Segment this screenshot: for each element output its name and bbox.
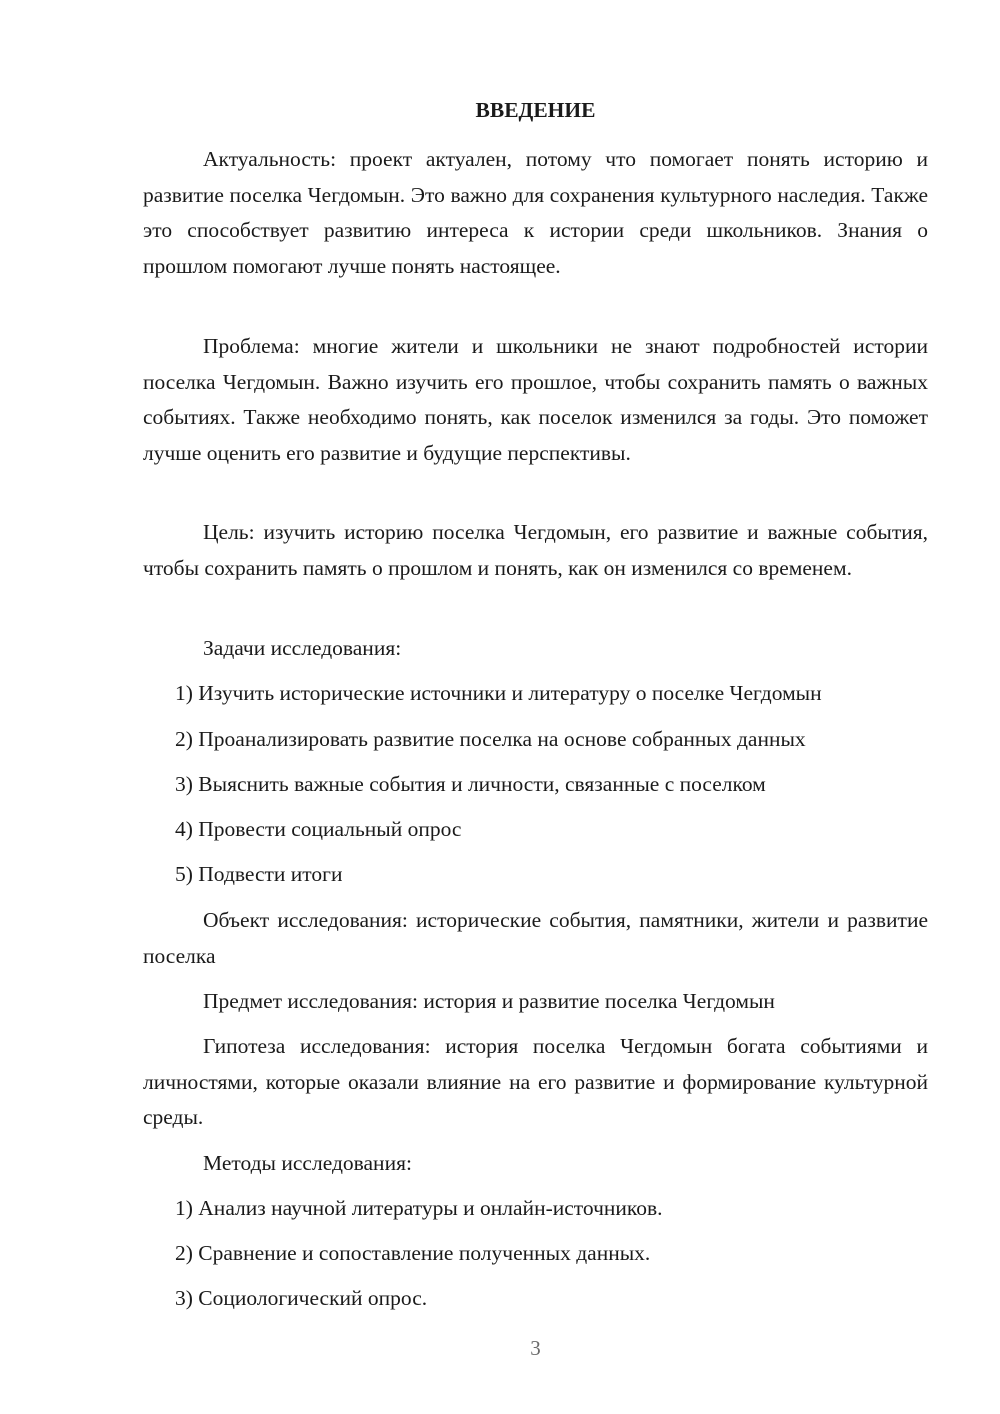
task-item: 3) Выяснить важные события и личности, связанные с поселком [175,772,766,796]
paragraph-hypothesis: Гипотеза исследования: история поселка Чегдомын богата событиями и личностями, которые оказали влияние на его развитие и формирование культурной среды. [143,1034,928,1129]
paragraph-subject: Предмет исследования: история и развитие поселка Чегдомын [203,989,775,1013]
page-number: 3 [530,1336,541,1360]
method-item: 2) Сравнение и сопоставление полученных данных. [175,1241,651,1265]
tasks-heading: Задачи исследования: [203,636,402,660]
method-item: 3) Социологический опрос. [175,1286,428,1310]
document-page [143,0,928,1414]
paragraph-problem: Проблема: многие жители и школьники не знают подробностей истории поселка Чегдомын. Важно изучить его прошлое, чтобы сохранить память о важных событиях. Также необходимо понять, как поселок изменился за годы. Это поможет лучше оценить его развитие и будущие перспективы. [143,334,928,465]
paragraph-goal: Цель: изучить историю поселка Чегдомын, его развитие и важные события, чтобы сохранить память о прошлом и понять, как он изменился со временем. [143,520,928,580]
method-item: 1) Анализ научной литературы и онлайн-источников. [175,1196,663,1220]
paragraph-relevance: Актуальность: проект актуален, потому что помогает понять историю и развитие поселка Чегдомын. Это важно для сохранения культурного наследия. Также это способствует развитию интереса к истории среди школьников. Знания о прошлом помогают лучше понять настоящее. [143,147,928,278]
task-item: 4) Провести социальный опрос [175,817,462,841]
document-title: ВВЕДЕНИЕ [475,98,596,122]
paragraph-object: Объект исследования: исторические события, памятники, жители и развитие поселка [143,908,928,968]
task-item: 5) Подвести итоги [175,862,343,886]
methods-heading: Методы исследования: [203,1151,412,1175]
task-item: 2) Проанализировать развитие поселка на основе собранных данных [175,727,806,751]
task-item: 1) Изучить исторические источники и литературу о поселке Чегдомын [175,681,822,705]
